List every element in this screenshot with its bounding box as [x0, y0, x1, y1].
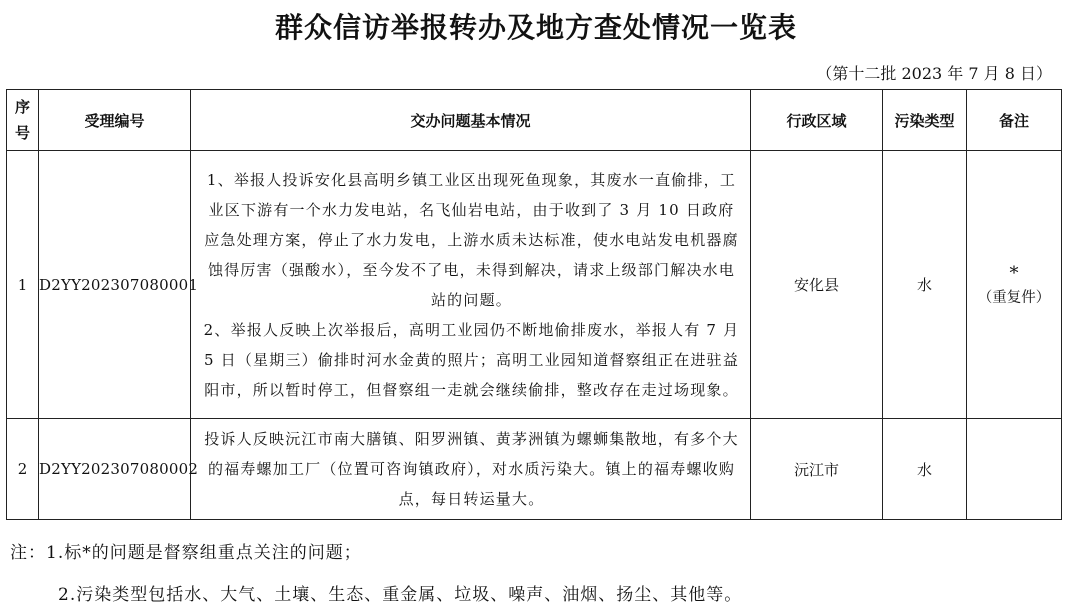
region: 安化县 [751, 151, 883, 419]
header-pollution-type: 污染类型 [883, 90, 967, 151]
description-paragraph: 1、举报人投诉安化县高明乡镇工业区出现死鱼现象，其废水一直偷排，工业区下游有一个水力发电站，名飞仙岩电站，由于收到了 3 月 10 日政府应急处理方案，停止了水力发电，上游水质未达标准，使水电站发电机器腐蚀得厉害（强酸水），至今发不了电，未得到解决，请求上级部门解决水电站的问题。 [204, 170, 739, 309]
table-row [7, 151, 1062, 419]
header-no-line2: 号 [14, 124, 30, 142]
page-title: 群众信访举报转办及地方查处情况一览表 [274, 11, 797, 44]
key-concern-star: * [1009, 262, 1019, 284]
footnote-1: 注：1.标*的问题是督察组重点关注的问题； [10, 543, 362, 563]
description-paragraph: 2、举报人反映上次举报后，高明工业园仍不断地偷排废水，举报人有 7 月 5 日（星期三）偷排时河水金黄的照片；高明工业园知道督察组正在进驻益阳市，所以暂时停工，但督察组一走就会继续偷排，整改存在走过场现象。 [203, 320, 740, 399]
remark-text: （重复件） [977, 289, 1051, 306]
header-no [7, 90, 39, 151]
header-region: 行政区域 [751, 90, 883, 151]
remark [967, 151, 1062, 419]
complaints-table [6, 89, 1062, 520]
case-description [191, 419, 751, 520]
table-header-row [7, 90, 1062, 151]
batch-date: （第十二批 2023 年 7 月 8 日） [816, 64, 1052, 83]
case-id: D2YY202307080001 [39, 151, 191, 419]
row-number: 2 [7, 419, 39, 520]
header-remark: 备注 [967, 90, 1062, 151]
remark [967, 419, 1062, 520]
footnote-2: 2.污染类型包括水、大气、土壤、生态、重金属、垃圾、噪声、油烟、扬尘、其他等。 [58, 585, 743, 605]
case-id: D2YY202307080002 [39, 419, 191, 520]
region: 沅江市 [751, 419, 883, 520]
table-row [7, 419, 1062, 520]
pollution-type: 水 [883, 419, 967, 520]
case-description [191, 151, 751, 419]
header-no-line1: 序 [14, 98, 30, 116]
description-paragraph: 投诉人反映沅江市南大膳镇、阳罗洲镇、黄茅洲镇为螺蛳集散地，有多个大的福寿螺加工厂（位置可咨询镇政府），对水质污染大。镇上的福寿螺收购点，每日转运量大。 [204, 430, 739, 508]
header-description: 交办问题基本情况 [191, 90, 751, 151]
header-case-id: 受理编号 [39, 90, 191, 151]
row-number: 1 [7, 151, 39, 419]
pollution-type: 水 [883, 151, 967, 419]
